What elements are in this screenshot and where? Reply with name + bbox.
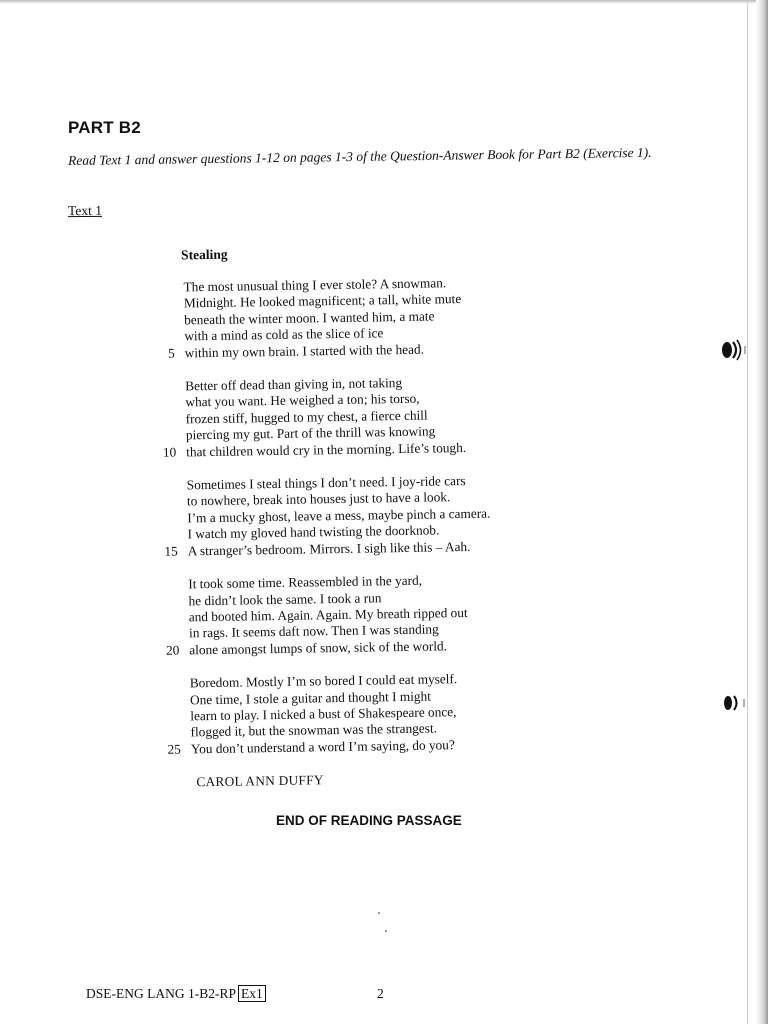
line-text: Boredom. Mostly I’m so bored I could eat myself.: [189, 671, 458, 691]
poem-stanzas: [146, 273, 573, 758]
poem-stanza: [150, 570, 571, 659]
poem-stanza: [149, 471, 570, 560]
line-text: Sometimes I steal things I don’t need. I joy-ride cars: [186, 473, 466, 493]
scan-top-edge: [0, 0, 768, 4]
line-number: 20: [165, 642, 180, 658]
line-number: 10: [162, 444, 177, 460]
line-text: You don’t understand a word I’m saying, do you?: [190, 736, 455, 757]
line-text: It took some time. Reassembled in the yard,: [188, 572, 423, 592]
poem-author: CAROL ANN DUFFY: [196, 772, 324, 790]
line-text: he didn’t look the same. I took a run: [188, 589, 382, 608]
poem-stanza: [147, 372, 568, 461]
line-text: frozen stiff, hugged to my chest, a fierce chill: [185, 407, 428, 427]
text-label: Text 1: [67, 202, 102, 219]
line-text: I watch my gloved hand twisting the doorknob.: [187, 522, 440, 542]
scan-speck: [378, 912, 380, 914]
line-number: 15: [164, 543, 178, 559]
line-text: what you want. He weighed a ton; his torso,: [185, 391, 420, 410]
line-text: alone amongst lumps of snow, sick of the world.: [189, 638, 448, 658]
part-title: PART B2: [68, 118, 141, 137]
poem-stanza: [146, 273, 567, 362]
line-text: in rags. It seems daft now. Then I was standing: [188, 621, 439, 641]
line-text: with a mind as cold as the slice of ice: [184, 325, 384, 344]
audio-speaker-icon[interactable]: [718, 337, 748, 363]
instruction-text: Read Text 1 and answer questions 1-12 on pages 1-3 of the Question-Answer Book for Part B2 (Exercise 1).: [68, 144, 652, 168]
line-number: 25: [167, 741, 181, 757]
line-text: beneath the winter moon. I wanted him, a mate: [184, 308, 435, 328]
page-number: 2: [377, 986, 384, 1001]
line-text: and booted him. Again. Again. My breath ripped out: [188, 604, 468, 625]
poem-title: Stealing: [180, 246, 228, 263]
line-number: 5: [167, 345, 175, 361]
line-text: piercing my gut. Part of the thrill was knowing: [185, 423, 436, 443]
line-text: Midnight. He looked magnificent; a tall, white mute: [183, 291, 462, 311]
audio-speaker-icon[interactable]: [720, 690, 750, 716]
footer-code-text: DSE-ENG LANG 1-B2-RP: [86, 986, 236, 1001]
footer-code: [86, 986, 266, 1002]
line-text: learn to play. I nicked a bust of Shakespeare once,: [190, 704, 457, 724]
scan-speck: [385, 930, 387, 932]
line-text: to nowhere, break into houses just to have a look.: [186, 489, 451, 509]
line-text: that children would cry in the morning. Life’s tough.: [186, 439, 467, 460]
line-text: within my own brain. I started with the head.: [184, 341, 425, 361]
footer-code-box: Ex1: [238, 985, 266, 1002]
poem: [145, 241, 573, 791]
poem-stanza: [152, 669, 573, 758]
line-text: I’m a mucky ghost, leave a mess, maybe pinch a camera.: [187, 505, 491, 526]
line-text: A stranger’s bedroom. Mirrors. I sigh like this – Aah.: [187, 538, 471, 559]
end-of-passage: END OF READING PASSAGE: [276, 813, 462, 828]
line-text: flogged it, but the snowman was the strangest.: [190, 720, 438, 740]
line-text: The most unusual thing I ever stole? A snowman.: [183, 275, 447, 295]
line-text: Better off dead than giving in, not taking: [185, 375, 403, 394]
page-edge-line: [747, 0, 748, 1024]
scan-right-edge: [756, 0, 768, 1024]
line-text: One time, I stole a guitar and thought I might: [189, 688, 431, 707]
